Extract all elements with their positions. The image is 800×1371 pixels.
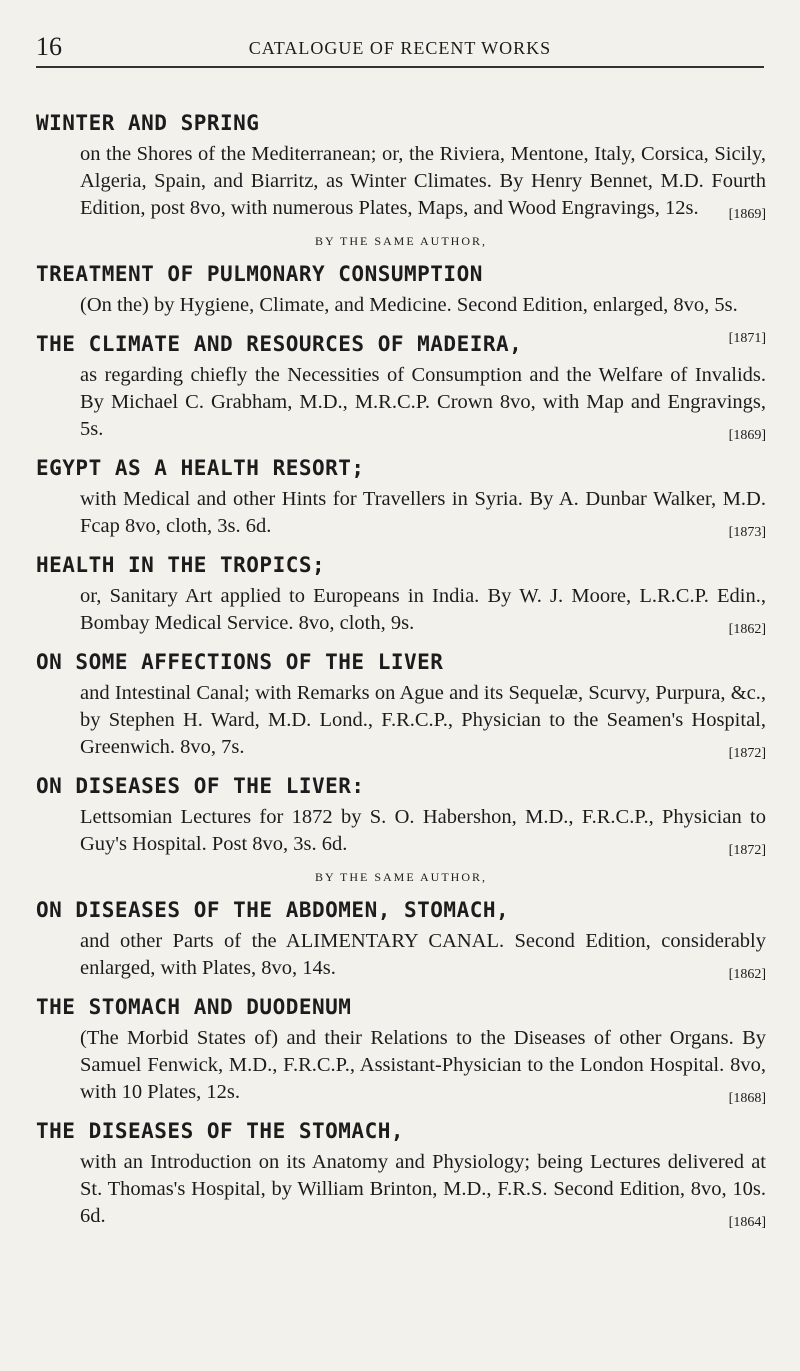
catalogue-entry [36,1118,766,1230]
entry-title: ON DISEASES OF THE LIVER: [36,774,365,798]
catalogue-entry [36,331,766,443]
entry-year: [1868] [728,1091,766,1106]
entry-description [80,1025,766,1106]
entry-title: HEALTH IN THE TROPICS; [36,553,326,577]
catalogue-entry [36,994,766,1106]
entry-year: [1872] [728,746,766,761]
entry-description [80,583,766,637]
running-head: CATALOGUE OF RECENT WORKS [248,38,552,58]
entry-description [80,486,766,540]
entry-text: on the Shores of the Mediterranean; or, the Riviera, Mentone, Italy, Corsica, Sicily, Algeria, Spain, and Biarritz, as Winter Climates. By Henry Bennet, M.D. Fourth Edition, post 8vo, with numerous Plates, Maps, and Wood Engravings, 12s. [80,143,766,219]
entry-title: TREATMENT OF PULMONARY CONSUMPTION [36,262,483,286]
entry-text: as regarding chiefly the Necessities of Consumption and the Welfare of Invalids. By Michael C. Grabham, M.D., M.R.C.P. Crown 8vo, with Map and Engravings, 5s. [80,364,766,440]
entry-text: with Medical and other Hints for Travellers in Syria. By A. Dunbar Walker, M.D. Fcap 8vo, cloth, 3s. 6d. [80,488,766,537]
entry-title: THE STOMACH AND DUODENUM [36,995,352,1019]
catalogue-entry [36,897,766,982]
entry-text: (On the) by Hygiene, Climate, and Medicine. Second Edition, enlarged, 8vo, 5s. [80,294,738,316]
entry-title: ON DISEASES OF THE ABDOMEN, STOMACH, [36,898,510,922]
entry-year: [1869] [728,428,766,443]
entry-title: ON SOME AFFECTIONS OF THE LIVER [36,650,444,674]
page-header [36,30,764,68]
entry-text: or, Sanitary Art applied to Europeans in India. By W. J. Moore, L.R.C.P. Edin., Bombay Medical Service. 8vo, cloth, 9s. [80,585,766,634]
same-author-separator: BY THE SAME AUTHOR, [314,234,487,248]
entry-year: [1871] [728,331,766,346]
entry-text: (The Morbid States of) and their Relations to the Diseases of other Organs. By Samuel Fenwick, M.D., F.R.C.P., Assistant-Physician to the London Hospital. 8vo, with 10 Plates, 12s. [80,1027,766,1103]
catalogue-entry [36,110,766,222]
catalogue-entries [36,110,766,1242]
entry-year: [1872] [728,843,766,858]
entry-description [80,141,766,222]
page-number: 16 [36,32,62,61]
same-author-separator: BY THE SAME AUTHOR, [314,870,487,884]
entry-year: [1862] [728,622,766,637]
entry-title: EGYPT AS A HEALTH RESORT; [36,456,365,480]
catalogue-entry [36,773,766,858]
entry-title: THE DISEASES OF THE STOMACH, [36,1119,405,1143]
catalogue-entry [36,649,766,761]
entry-text: and other Parts of the ALIMENTARY CANAL. Second Edition, considerably enlarged, with Plates, 8vo, 14s. [80,930,766,979]
entry-description [80,680,766,761]
catalogue-entry [36,455,766,540]
entry-title: THE CLIMATE AND RESOURCES OF MADEIRA, [36,332,523,356]
entry-text: with an Introduction on its Anatomy and Physiology; being Lectures delivered at St. Thomas's Hospital, by William Brinton, M.D., F.R.S. Second Edition, 8vo, 10s. 6d. [80,1151,766,1227]
entry-year: [1864] [728,1215,766,1230]
entry-year: [1862] [728,967,766,982]
catalogue-entry [36,552,766,637]
entry-description [80,804,766,858]
entry-year: [1873] [728,525,766,540]
entry-description [80,362,766,443]
entry-year: [1869] [728,207,766,222]
entry-text: and Intestinal Canal; with Remarks on Ague and its Sequelæ, Scurvy, Purpura, &c., by Stephen H. Ward, M.D. Lond., F.R.C.P., Physician to the Seamen's Hospital, Greenwich. 8vo, 7s. [80,682,766,758]
entry-title: WINTER AND SPRING [36,111,260,135]
entry-description [80,928,766,982]
entry-text: Lettsomian Lectures for 1872 by S. O. Habershon, M.D., F.R.C.P., Physician to Guy's Hospital. Post 8vo, 3s. 6d. [80,806,766,855]
entry-description [80,1149,766,1230]
